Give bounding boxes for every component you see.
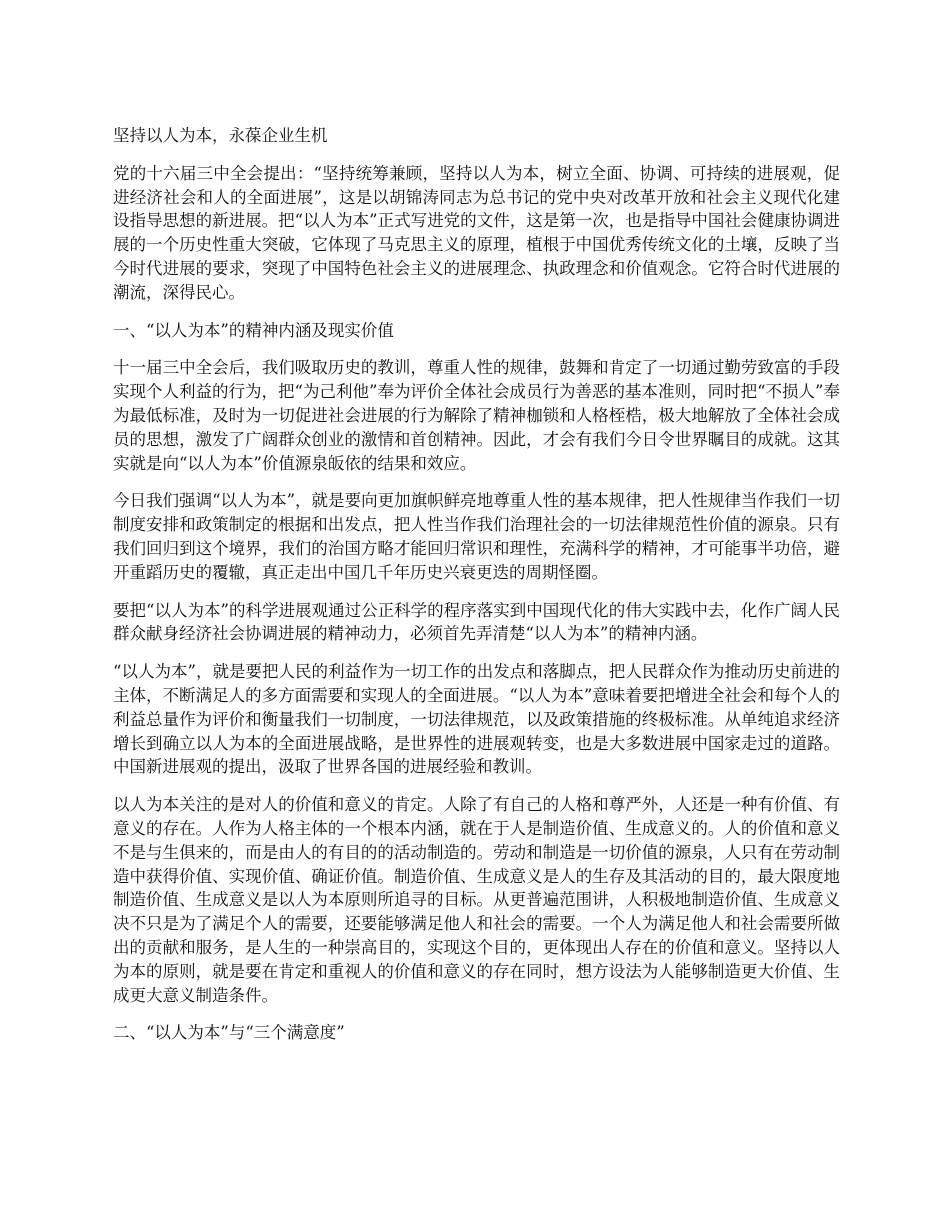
paragraph: 以人为本关注的是对人的价值和意义的肯定。人除了有自己的人格和尊严外，人还是一种有价值、有意义的存在。人作为人格主体的一个根本内涵，就在于人是制造价值、生成意义的。人的价值和意义不是与生俱来的，而是由人的有目的的活动制造的。劳动和制造是一切价值的源泉，人只有在劳动制造中获得价值、实现价值、确证价值。制造价值、生成意义是人的生存及其活动的目的，最大限度地制造价值、生成意义是以人为本原则所追寻的目标。从更普遍范围讲，人积极地制造价值、生成意义决不只是为了满足个人的需要，还要能够满足他人和社会的需要。一个人为满足他人和社会需要所做出的贡献和服务，是人生的一种崇高目的，实现这个目的，更体现出人存在的价值和意义。坚持以人为本的原则，就是要在肯定和重视人的价值和意义的存在同时，想方设法为人能够制造更大价值、生成更大意义制造条件。 bbox=[113, 795, 840, 1005]
paragraph: “以人为本”，就是要把人民的利益作为一切工作的出发点和落脚点，把人民群众作为推动历史前进的主体，不断满足人的多方面需要和实现人的全面进展。“以人为本”意味着要把增进全社会和每个人的利益总量作为评价和衡量我们一切制度，一切法律规范，以及政策措施的终极标准。从单纯追求经济增长到确立以人为本的全面进展战略，是世界性的进展观转变，也是大多数进展中国家走过的道路。中国新进展观的提出，汲取了世界各国的进展经验和教训。 bbox=[113, 662, 840, 777]
document-title: 坚持以人为本，永葆企业生机 bbox=[113, 126, 328, 145]
section-heading-1: 一、“以人为本”的精神内涵及现实价值 bbox=[113, 320, 394, 340]
paragraph: 要把“以人为本”的科学进展观通过公正科学的程序落实到中国现代化的伟大实践中去，化作广阔人民群众献身经济社会协调进展的精神动力，必须首先弄清楚“以人为本”的精神内涵。 bbox=[113, 600, 840, 644]
paragraph: 今日我们强调“以人为本”，就是要向更加旗帜鲜亮地尊重人性的基本规律，把人性规律当作我们一切制度安排和政策制定的根据和出发点，把人性当作我们治理社会的一切法律规范性价值的源泉。只有我们回归到这个境界，我们的治国方略才能回归常识和理性，充满科学的精神，才可能事半功倍，避开重蹈历史的覆辙，真正走出中国几千年历史兴衰更迭的周期怪圈。 bbox=[113, 491, 840, 582]
paragraph-intro: 党的十六届三中全会提出：“坚持统筹兼顾，坚持以人为本，树立全面、协调、可持续的进展观，促进经济社会和人的全面进展”，这是以胡锦涛同志为总书记的党中央对改革开放和社会主义现代化建设指导思想的新进展。把“以人为本”正式写进党的文件，这是第一次，也是指导中国社会健康协调进展的一个历史性重大突破，它体现了马克思主义的原理，植根于中国优秀传统文化的土壤，反映了当今时代进展的要求，突现了中国特色社会主义的进展理念、执政理念和价值观念。它符合时代进展的潮流，深得民心。 bbox=[113, 163, 840, 302]
section-heading-2: 二、“以人为本”与“三个满意度” bbox=[113, 1023, 345, 1043]
document-page bbox=[113, 118, 840, 1059]
paragraph: 十一届三中全会后，我们吸取历史的教训，尊重人性的规律，鼓舞和肯定了一切通过勤劳致富的手段实现个人利益的行为，把“为己利他”奉为评价全体社会成员行为善恶的基本准则，同时把“不损人”奉为最低标准，及时为一切促进社会进展的行为解除了精神枷锁和人格桎梏，极大地解放了全体社会成员的思想，激发了广阔群众创业的激情和首创精神。因此，才会有我们今日令世界瞩目的成就。这其实就是向“以人为本”价值源泉皈依的结果和效应。 bbox=[113, 358, 840, 473]
